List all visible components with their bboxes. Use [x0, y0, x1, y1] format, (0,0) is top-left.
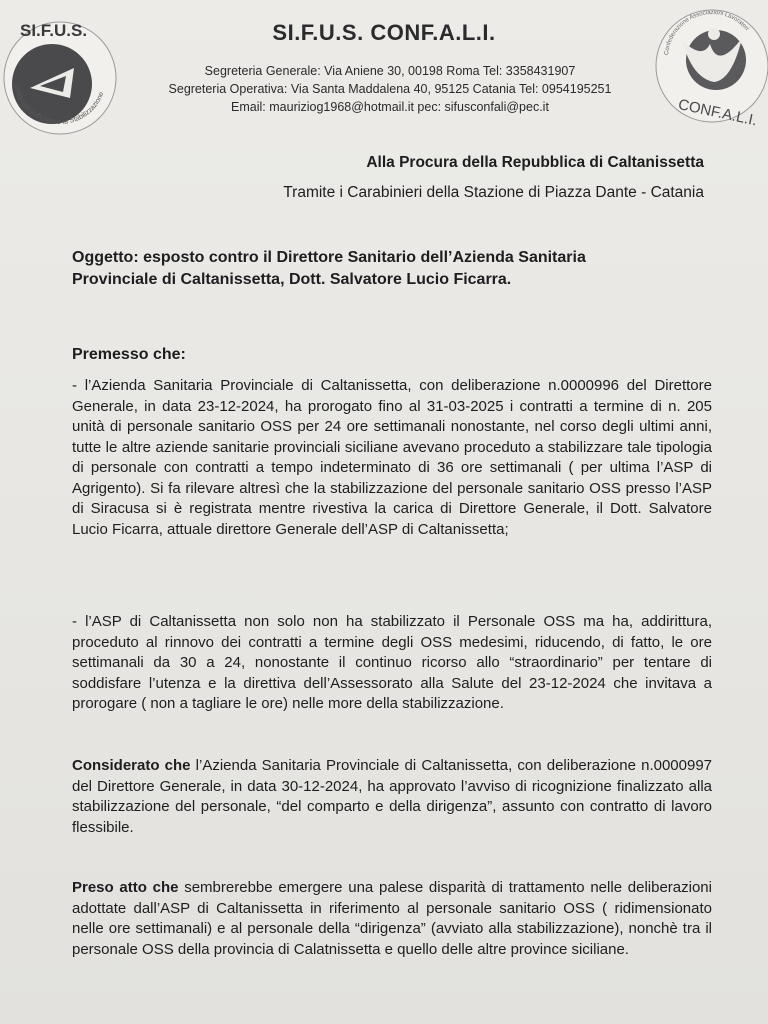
address-operative: Segreteria Operativa: Via Santa Maddalena 40, 95125 Catania Tel: 0954195251: [168, 82, 612, 96]
paragraph-3-text: l’Azienda Sanitaria Provinciale di Caltanissetta, con deliberazione n.0000997 del Direttore Generale, in data 30-12-2024, ha approvato l’avviso di ricognizione finalizzato alla stabilizzazione del personale, “del comparto e della dirigenza”, assunto con contratto di lavoro flessibile.: [72, 757, 713, 836]
premesso-heading: Premesso che:: [72, 346, 186, 363]
paragraph-2: - l’ASP di Caltanissetta non solo non ha stabilizzato il Personale OSS ma ha, addirittura, proceduto al rinnovo dei contratti a termine degli OSS medesimi, riducendo, di fatto, le ore settimanali da 30 a 24, nonostante il continuo ricorso allo “straordinario” per tentare di soddisfare l’utenza e la direttiva dell’Assessorato alla Salute del 23-12-2024 che invitava a prorogare ( non a tagliare le ore) nelle more della stabilizzazione.: [72, 613, 712, 712]
subject-line-2: Provinciale di Caltanissetta, Dott. Salvatore Lucio Ficarra.: [72, 271, 512, 288]
right-logo-text: CONF.A.L.I.: [676, 96, 759, 130]
recipient-line-2: Tramite i Carabinieri della Stazione di Piazza Dante - Catania: [283, 184, 704, 201]
recipient-line-1: Alla Procura della Repubblica di Caltanissetta: [366, 154, 704, 171]
letterhead-title: SI.F.U.S. CONF.A.L.I.: [272, 20, 496, 45]
letterhead-contacts: [100, 62, 680, 116]
email-line: Email: mauriziog1968@hotmail.it pec: sifusconfali@pec.it: [231, 100, 549, 114]
subject-line-1: Oggetto: esposto contro il Direttore Sanitario dell’Azienda Sanitaria: [72, 249, 586, 266]
paragraph-3: [72, 756, 712, 838]
subject-block: [72, 247, 712, 291]
recipient-block: [283, 148, 704, 208]
paragraph-4-text: sembrerebbe emergere una palese disparità di trattamento nelle deliberazioni adottate dall’ASP di Caltanissetta in riferimento al personale sanitario OSS ( ridimensionato nelle ore settimanali) e al personale della “dirigenza” (avviato alla stabilizzazione), nonchè tra il personale OSS della provincia di Calatnissetta e quello delle altre province siciliane.: [72, 879, 712, 958]
left-logo-ring-text: Sindacato sull'Unità e la Stabilizzazione: [12, 82, 106, 127]
paragraph-1: - l’Azienda Sanitaria Provinciale di Caltanissetta, con deliberazione n.0000996 del Direttore Generale, in data 23-12-2024, ha prorogato fino al 31-03-2025 i contratti a termine di n. 205 unità di personale sanitario OSS per 24 ore settimanali nonostante, nel corso degli ultimi anni, tutte le altre aziende sanitarie provinciali siciliane avevano proceduto a stabilizzare tale tipologia di personale con contratti a tempo indeterminato di 36 ore settimanali ( per ultima l’ASP di Agrigento). Si fa rilevare altresì che la stabilizzazione del personale sanitario OSS presso l’ASP di Siracusa si è registrata mentre rivestiva la carica di Direttore Generale, il Dott. Salvatore Lucio Ficarra, attuale direttore Generale dell’ASP di Caltanissetta;: [72, 377, 712, 538]
paragraph-3-lead: Considerato che: [72, 757, 191, 774]
left-logo-text: SI.F.U.S.: [20, 21, 88, 40]
paragraph-4-lead: Preso atto che: [72, 879, 179, 896]
paragraph-4: [72, 878, 712, 960]
right-logo-ring-text: Confederazione Associazioni Lavoratori: [664, 9, 750, 56]
address-general: Segreteria Generale: Via Aniene 30, 00198 Roma Tel: 3358431907: [204, 64, 576, 78]
